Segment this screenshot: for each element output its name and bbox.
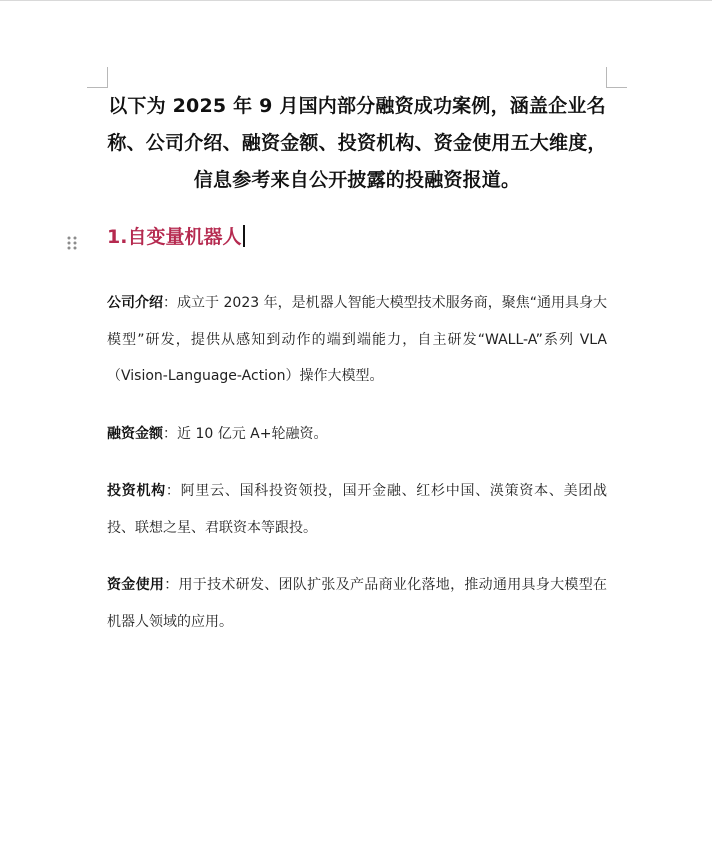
field-investors[interactable] (107, 473, 607, 546)
field-funding-amount[interactable] (107, 416, 607, 453)
page-margin-mark-top-right (606, 67, 627, 88)
page-margin-mark-top-left (87, 67, 108, 88)
field-separator: ： (164, 577, 179, 593)
field-text: 近 10 亿元 A+轮融资。 (177, 425, 328, 442)
field-label: 公司介绍 (107, 295, 164, 311)
field-label: 资金使用 (107, 577, 165, 593)
window-top-border (0, 0, 712, 1)
field-fund-usage[interactable] (107, 567, 607, 640)
field-text: 阿里云、国科投资领投，国开金融、红杉中国、渶策资本、美团战投、联想之星、君联资本等跟投。 (107, 483, 608, 536)
field-separator: ： (165, 483, 181, 499)
field-separator: ： (163, 295, 178, 311)
field-text: 用于技术研发、团队扩张及产品商业化落地，推动通用具身大模型在机器人领域的应用。 (107, 577, 608, 630)
section-heading-text: 1.自变量机器人 (107, 226, 242, 248)
document-title[interactable]: 以下为 2025 年 9 月国内部分融资成功案例，涵盖企业名称、公司介绍、融资金额、投资机构、资金使用五大维度，信息参考来自公开披露的投融资报道。 (107, 95, 607, 191)
field-label: 投资机构 (107, 483, 166, 499)
field-text: 成立于 2023 年，是机器人智能大模型技术服务商，聚焦“通用具身大模型”研发，提供从感知到动作的端到端能力，自主研发“WALL-A”系列 VLA（Vision-Language-Action）操作大模型。 (107, 295, 608, 384)
field-label: 融资金额 (107, 425, 163, 442)
field-separator: ： (163, 425, 177, 442)
section-heading[interactable] (107, 221, 607, 253)
drag-handle-icon[interactable] (66, 229, 78, 245)
text-cursor (243, 225, 245, 247)
document-page[interactable] (107, 88, 607, 640)
field-company-intro[interactable] (107, 285, 607, 395)
